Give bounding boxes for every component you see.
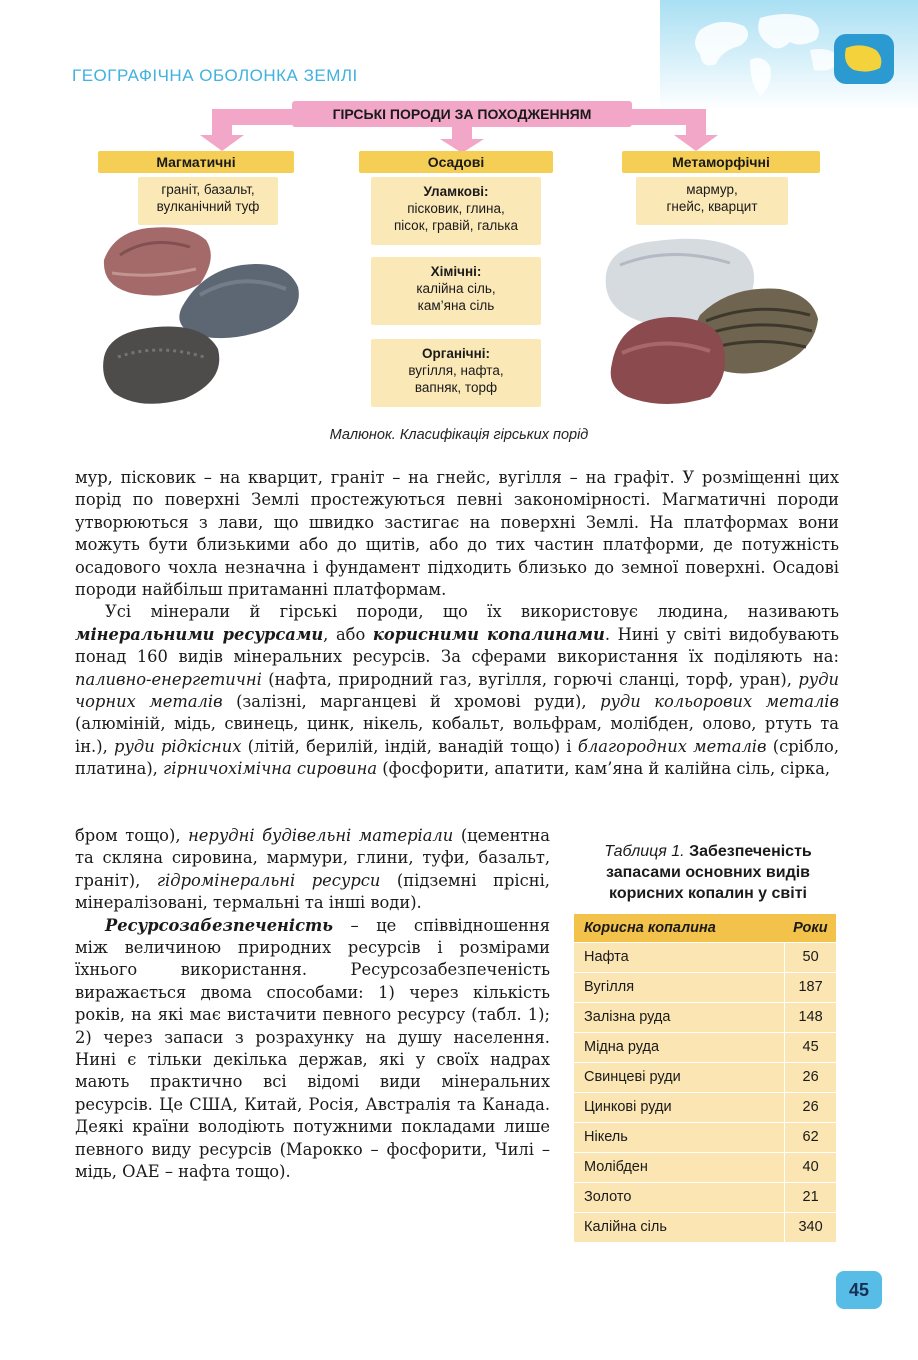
cell-mineral: Цинкові руди [574, 1092, 785, 1122]
term-mineral-resources: мінеральними ресурсами [75, 624, 324, 644]
header-years: Роки [785, 914, 836, 942]
category-sedimentary-header: Осадові [359, 151, 553, 173]
metamorphic-line-1: мармур, [686, 182, 738, 197]
paragraph-2: Усі мінерали й гірські породи, що їх використовує людина, називають мінеральними ресурсами, або корисними копалинами. Нині у світі видобувають понад 160 видів мінеральних ресурсів. За сферами використання їх поділяють на: паливно-енергетичні (нафта, природний газ, вугілля, горючі сланці, торф, уран), руди чорних металів (залізні, марганцеві й хромові руди), руди кольорових металів (алюміній, мідь, свинець, цинк, нікель, кобальт, вольфрам, молібден, олово, ртуть та ін.), руди рідкісних (літій, берилій, індій, ванадій тощо) і благородних металів (срібло, платина), гірничохімічна сировина (фосфорити, апатити, кам’яна й калійна сіль, сірка, [75, 602, 839, 779]
volcanic-tuff-rock-image [103, 326, 219, 403]
term-hydromineral: гідромінеральні ресурси [156, 870, 381, 890]
paragraph-1: мур, пісковик – на кварцит, граніт – на гнейс, вугілля – на графіт. У розміщенні цих порід по поверхні Землі простежуються певні закономірності. Магматичні породи утворюються з лави, що швидко застигає на поверхні Землі. На платформах вони можуть бути близькими або до щитів, або до тих частин платформи, де потужність осадового чохла незначна і фундамент підходить близько до земної поверхні. Осадові породи найбільш притаманні платформам. [75, 468, 839, 600]
clastic-line-2: пісок, гравій, галька [393, 218, 519, 233]
clastic-title: Уламкові: [423, 184, 489, 199]
page-number: 45 [836, 1271, 882, 1309]
table-caption [572, 841, 844, 904]
cell-mineral: Вугілля [574, 972, 785, 1002]
table-header-row [574, 914, 836, 942]
organic-line-1: вугілля, нафта, [408, 363, 504, 378]
figure-caption: Малюнок. Класифікація гірських порід [329, 427, 589, 443]
cell-mineral: Нафта [574, 942, 785, 972]
term-useful-minerals: корисними копалинами [372, 624, 605, 644]
paragraph-4: Ресурсозабезпеченість – це співвідношення між величиною природних ресурсів і розмірами їхнього використання. Ресурсозабезпеченість виражається двома способами: 1) через кількість років, на які має вистачити певного ресурсу (табл. 1); 2) через запаси з розрахунку на душу населення. Нині є тільки декілька держав, які у своїх надрах мають практично всі відомі види мінеральних ресурсів. Це США, Китай, Росія, Австралія та Канада. Деякі країни володіють потужними покладами лише певного виду ресурсів (Марокко – фосфорити, Чилі – мідь, ОАЕ – нафта тощо). [75, 915, 550, 1182]
cell-mineral: Нікель [574, 1122, 785, 1152]
body-text-left-column [75, 825, 550, 1184]
cell-mineral: Залізна руда [574, 1002, 785, 1032]
cell-years: 21 [785, 1182, 836, 1212]
quartzite-rock-image [611, 317, 725, 404]
category-metamorphic-header: Метаморфічні [622, 151, 820, 173]
table-label: Таблиця 1. [604, 843, 685, 860]
resource-table [574, 914, 836, 1242]
term-rare-ores: руди рідкісних [114, 736, 242, 756]
chemical-line-1: калійна сіль, [416, 281, 496, 296]
rock-classification-diagram [0, 95, 918, 455]
arrow-center [440, 127, 484, 153]
category-magmatic-header: Магматичні [98, 151, 294, 173]
section-title: ГЕОГРАФІЧНА ОБОЛОНКА ЗЕМЛІ [72, 66, 358, 85]
cell-mineral: Свинцеві руди [574, 1062, 785, 1092]
cell-years: 62 [785, 1122, 836, 1152]
term-precious-metals: благородних металів [577, 736, 767, 756]
term-nonferrous-ores: руди кольорових металів [600, 692, 839, 712]
term-mining-chemical: гірничохімічна сировина [163, 759, 378, 779]
paragraph-3: бром тощо), нерудні будівельні матеріали (цементна та скляна сировина, мармури, глини, туфи, базальт, граніт), гідромінеральні ресурси (підземні прісні, мінералізовані, термальні та інші води). [75, 826, 550, 913]
table-row [574, 1062, 836, 1092]
sedimentary-clastic-box [371, 177, 541, 245]
cell-years: 50 [785, 942, 836, 972]
cell-mineral: Золото [574, 1182, 785, 1212]
table-row [574, 1092, 836, 1122]
world-map-decoration [660, 0, 918, 110]
magmatic-line-2: вулканічний туф [156, 199, 260, 214]
table-row [574, 1212, 836, 1242]
table-row [574, 972, 836, 1002]
diagram-title: ГІРСЬКІ ПОРОДИ ЗА ПОХОДЖЕННЯМ [292, 101, 632, 127]
table-row [574, 1182, 836, 1212]
term-resource-availability: Ресурсозабезпеченість [105, 915, 333, 935]
cell-years: 45 [785, 1032, 836, 1062]
cell-years: 187 [785, 972, 836, 1002]
sedimentary-organic-box [371, 339, 541, 407]
term-building-materials: нерудні будівельні матеріали [188, 826, 454, 845]
body-text-top [75, 467, 839, 781]
category-metamorphic-examples [636, 177, 788, 225]
category-magmatic-examples [138, 177, 278, 225]
cell-years: 340 [785, 1212, 836, 1242]
cell-years: 40 [785, 1152, 836, 1182]
term-ferrous-ores: руди чорних металів [75, 669, 839, 712]
clastic-line-1: пісковик, глина, [407, 201, 505, 216]
table-row [574, 1122, 836, 1152]
arrow-right [632, 109, 718, 151]
header-mineral: Корисна копалина [574, 914, 785, 942]
sedimentary-chemical-box [371, 257, 541, 325]
cell-years: 148 [785, 1002, 836, 1032]
cell-mineral: Калійна сіль [574, 1212, 785, 1242]
table-title: Забезпеченість запасами основних видів корисних копалин у світі [606, 843, 812, 902]
chemical-line-2: кам’яна сіль [417, 298, 495, 313]
table-row [574, 1152, 836, 1182]
table-row [574, 1032, 836, 1062]
organic-title: Органічні: [421, 346, 491, 361]
granite-rock-image [104, 227, 211, 295]
metamorphic-line-2: гнейс, кварцит [666, 199, 758, 214]
organic-line-2: вапняк, торф [414, 380, 498, 395]
chemical-title: Хімічні: [430, 264, 482, 279]
cell-mineral: Мідна руда [574, 1032, 785, 1062]
arrow-left [200, 109, 292, 151]
term-fuel-energy: паливно-енергетичні [75, 669, 262, 689]
cell-mineral: Молібден [574, 1152, 785, 1182]
magmatic-line-1: граніт, базальт, [161, 182, 255, 197]
table-row [574, 1002, 836, 1032]
cell-years: 26 [785, 1062, 836, 1092]
table-row [574, 942, 836, 972]
cell-years: 26 [785, 1092, 836, 1122]
